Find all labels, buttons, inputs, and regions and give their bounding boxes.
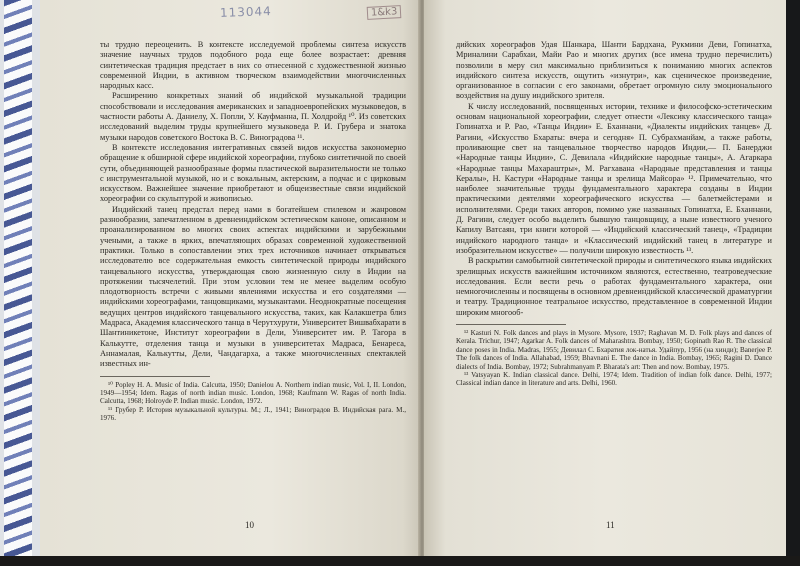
right-paragraph-2: К числу исследований, посвященных истории, технике и философско-эстетическим основам национальной хореографии, следует отнести «Лексику классического танца» Гопинатха и Р. Рао, «Танцы Индии» Е. Бханнани, «Диалекты индийских танцев» Д. Рагини, «Искусство Бхараты: вчера и сегодня» П. Субрахманйам, а также работы, проливающие свет на танцевальное творчество народов Индии,— П. Банерджи «Народные танцы Индии», С. Девилала «Индийские народные танцы», А. Агаркара «Народные танцы Махараштры», М. Рагхавана «Народные представления и танцы Кералы», Н. Кастури «Народные танцы и зрелища Майсора» ¹². Примечательно, что наиболее значительные труды фундаментального характера созданы в Индии практическими деятелями хореографического искусства — балетмейстерами и исполнителями. Среди таких авторов, помимо уже названных Гопинатха, Е. Бханнани, Д. Рагини, следует особо выделить бывшую танцовщицу, а ныне известного ученого Капилу Ватсаян, три книги которой — «Индийский классический танец», «Традиции индийского народного танца» и «Классический индийский танец в литературе и изобразительном искусстве» — получили широкую известность ¹³.: [456, 101, 772, 255]
left-page: [40, 0, 422, 556]
footnote-divider: [100, 376, 210, 377]
book-cover-right-edge: [786, 0, 800, 566]
cover-pattern: [4, 0, 32, 566]
left-paragraph-2: Расширению конкретных знаний об индийской музыкальной традиции способствовали и исследования американских и западноевропейских музыковедов, в частности работы А. Даниелу, Х. Попли, У. Кауфманна, П. Холдройд ¹⁰. Из советских исследований выделим труды крупнейшего музыковеда Р. И. Грубера и знатока музыки народов советского Востока В. С. Виноградова ¹¹.: [100, 91, 406, 142]
footnote-12: ¹² Kasturi N. Folk dances and plays in Mysore. Mysore, 1937; Raghavan M. D. Folk plays and dances of Kerala. Trichur, 1947; Agarkar A. Folk dances of Maharashtra. Bombay, 1950; Gopinath Rao R. The classical dance poses in India. Madras, 1955; Девилал С. Бхаратия лок-натья. Удайпур, 1956 (на хинди); Banerjee P. The folk dances of India. Allahabad, 1959; Bhavnani E. The dance in India. Bombay, 1965; Ragini D. Dance dialects of India. Bombay, 1972; Subrahmanyam P. Bharata's art: Then and now. Bombay, 1975.: [456, 329, 772, 371]
footnote-10: ¹⁰ Popley H. A. Music of India. Calcutta, 1950; Danielou A. Northern indian music, Vol. I, II. London, 1949—1954; Idem. Ragas of north indian music. London, 1968; Kaufmann W. Ragas of north India. Calcutta, 1968; Holroyde P. Indian music. London, 1972.: [100, 380, 406, 406]
book-cover-left-edge: [0, 0, 40, 566]
left-paragraph-3: В контексте исследования интегративных связей видов искусства закономерно обращение к обширной сфере индийской хореографии, глубоко синтетичной по своей сути, объединяющей разнообразные формы пластической выразительности не только с инструментальной музыкой, но и с вокальным, актерским, а подчас и с цирковым искусством. Важнейшее значение приобретают и общеизвестные связи индийской хореографии со скульптурой и живописью.: [100, 142, 406, 204]
page-number-right: 11: [606, 520, 615, 530]
footnote-13: ¹³ Vatsyayan K. Indian classical dance. Delhi, 1974; Idem. Tradition of indian folk dance. Delhi, 1977; Classical indian dance in literature and arts. Delhi, 1960.: [456, 371, 772, 388]
right-page: [424, 0, 786, 556]
left-paragraph-4: Индийский танец предстал перед нами в богатейшем стилевом и жанровом разнообразии, запечатленном в древнеиндийском эстетическом каноне, описанном и проанализированном во многих своих аспектах индийскими и зарубежными учеными, а также в ярких, впечатляющих образах современной художественной практики. Только в сопоставлении этих трех источников начинает открываться исследователю все содержательная емкость синтетической природы индийского танцевального искусства, утверждающая свою жизненную силу в Индии на протяжении тысячелетий. При этом условии тем не менее выделим особую плодотворность встречи с живыми явлениями искусства и его создателями — индийскими хореографами, танцовщиками, музыкантами. Неоднократные посещения ведущих центров индийского танцевального искусства, таких, как Калакшетра близ Мадраса, Академия классического танца в Черутхурути, Университет Вишвабхарати в Шантиникетоне, Институт хореографии в Дели, Университет им. Р. Тагора в Калькутте, отделения танца и музыки в университетах Мадраса, Бенареса, Аннамалая, Калькутты, Дели, Чандагарха, а также многочисленных спектаклей известных ин-: [100, 204, 406, 369]
page-number-left: 10: [245, 520, 254, 530]
footnote-divider: [456, 324, 566, 325]
book-bottom-edge: [0, 556, 800, 566]
footnote-11: ¹¹ Грубер Р. История музыкальной культуры. М.; Л., 1941; Виноградов В. Индийская рага. М., 1976.: [100, 405, 406, 423]
left-paragraph-1: ты трудно переоценить. В контексте исследуемой проблемы синтеза искусств значение научных трудов подобного рода еще более возрастает: древняя синтетическая традиция предстает в них со отнесенной с художественной жизнью современной Индии, в активном творческом взаимодействии многочисленных народных касс.: [100, 40, 406, 91]
shelf-mark-stamp: 1&k3: [367, 5, 402, 20]
right-paragraph-3: В раскрытии самобытной синтетической природы и синтетического языка индийских зрелищных искусств важнейшим источником являются, естественно, театроведческие исследования. Если вести речь о работах фундаментального характера, они немногочисленны и посвящены в основном древнеиндийской классической драматургии и театру. Традиционное театральное искусство, представленное в современной Индии широким многооб-: [456, 256, 772, 317]
inventory-stamp: 113044: [219, 4, 273, 20]
right-paragraph-1: дийских хореографов Удая Шанкара, Шанти Бардхана, Рукмини Деви, Гопинатха, Мриналини Сарабхаи, Майи Рао и многих других (все имена трудно перечислить) позволили в меру сил максимально приблизиться к пониманию многих аспектов индийского синтеза искусств, ощутить «изнутри», как сценическое произведение, организованное в согласии с его законами, обретает огромную силу эмоционального воздействия на душу индийского зрителя.: [456, 40, 772, 101]
